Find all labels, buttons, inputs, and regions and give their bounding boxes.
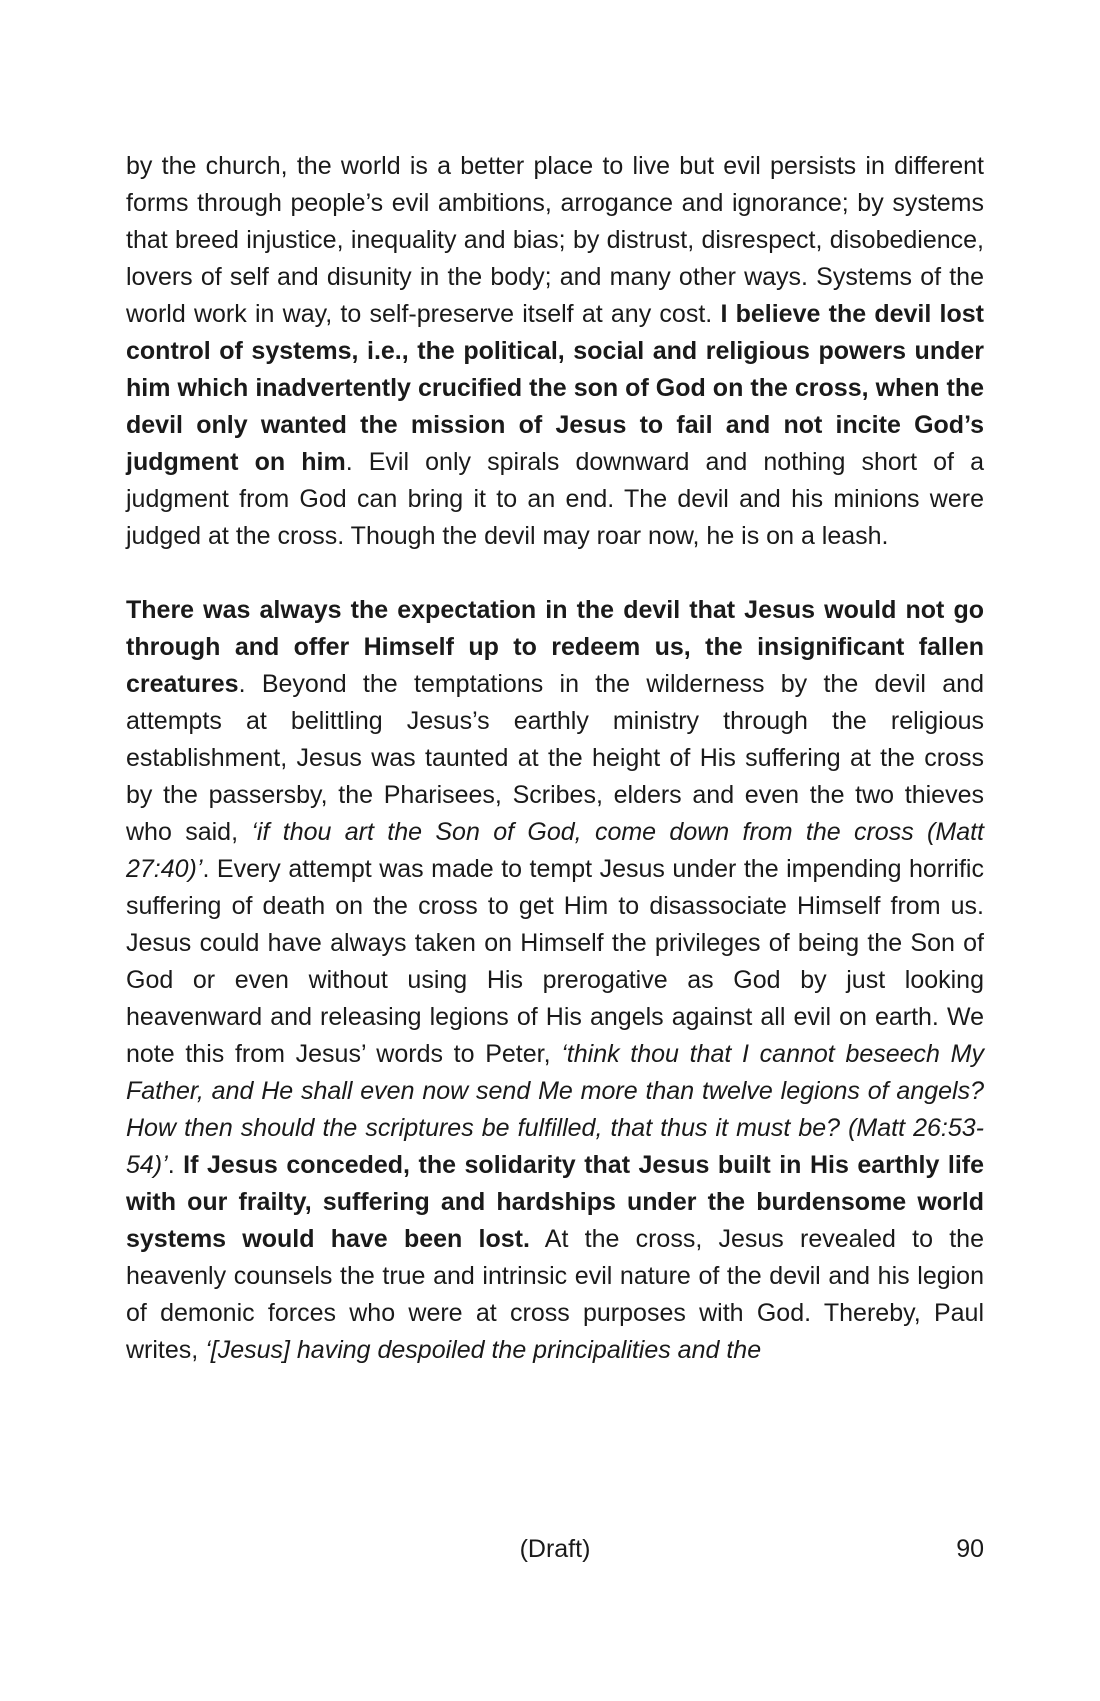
scripture-quote: ‘[Jesus] having despoiled the principalities and the [205,1336,762,1364]
body-text: . Evil only spirals downward and nothing short of a judgment from God can bring it to an end. The devil and his minions were judged at the cross. Though the devil may roar now, he is on a leash. [126,448,985,550]
paragraph-2 [126,592,984,1369]
page-number: 90 [956,1535,984,1563]
body-text: . [167,1151,184,1179]
page-body [126,148,984,1369]
paragraph-1 [126,148,984,555]
body-text: . Beyond the temptations in the wilderness by the devil and attempts at belittling Jesus’s earthly ministry through the religious establishment, Jesus was taunted at the height of His suffering at the cross by the passersby, the Pharisees, Scribes, elders and even the two thieves who said, [126,670,984,846]
body-text: . Every attempt was made to tempt Jesus under the impending horrific suffering of death on the cross to get Him to disassociate Himself from us. Jesus could have always taken on Himself the privileges of being the Son of God or even without using His prerogative as God by just looking heavenward and releasing legions of His angels against all evil on earth. We note this from Jesus’ words to Peter, [126,855,984,1068]
bold-text: There was always the expectation in the devil that Jesus would not go through and offer Himself up to redeem us, the insignificant fallen creatures [126,596,984,698]
draft-label: (Draft) [519,1535,591,1563]
body-text: by the church, the world is a better place to live but evil persists in different forms through people’s evil ambitions, arrogance and ignorance; by systems that breed injustice, inequality and bias; by distrust, disrespect, disobedience, lovers of self and disunity in the body; and many other ways. Systems of the world work in way, to self-preserve itself at any cost. [126,152,984,328]
bold-text: If Jesus conceded, the solidarity that Jesus built in His earthly life with our frailty, suffering and hardships under the burdensome world systems would have been lost. [126,1151,984,1253]
scripture-quote: ‘think thou that I cannot beseech My Father, and He shall even now send Me more than twelve legions of angels? How then should the scriptures be fulfilled, that thus it must be? (Matt 26:53-54)’ [126,1040,984,1179]
page-footer [126,1535,984,1575]
body-text: At the cross, Jesus revealed to the heavenly counsels the true and intrinsic evil nature of the devil and his legion of demonic forces who were at cross purposes with God. Thereby, Paul writes, [126,1225,984,1364]
bold-text: I believe the devil lost control of systems, i.e., the political, social and religious powers under him which inadvertently crucified the son of God on the cross, when the devil only wanted the mission of Jesus to fail and not incite God’s judgment on him [126,300,984,476]
scripture-quote: ‘if thou art the Son of God, come down from the cross (Matt 27:40)’ [126,818,984,883]
